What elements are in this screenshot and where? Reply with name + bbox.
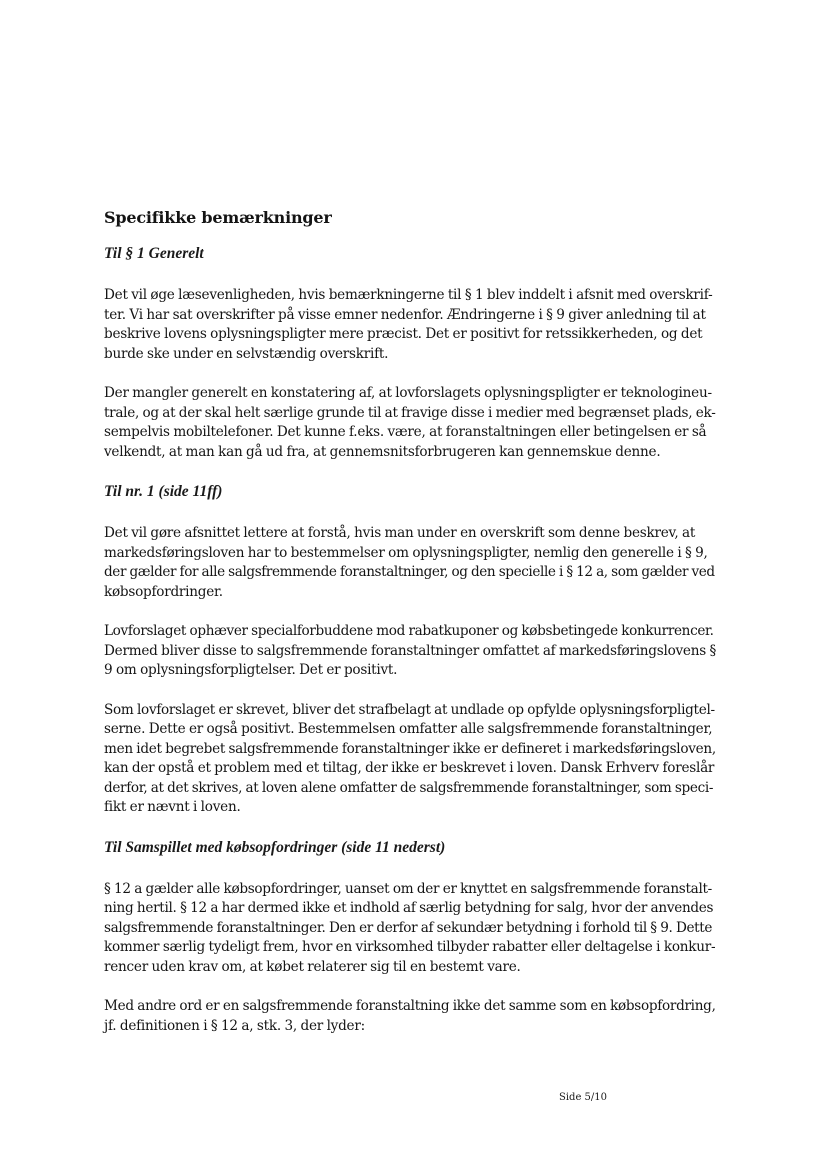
paragraph	[104, 701, 716, 818]
text-line: kommer særlig tydeligt frem, hvor en virksomhed tilbyder rabatter eller deltagelse i konkur-	[104, 939, 716, 955]
subheading-nr-1: Til nr. 1 (side 11ff)	[104, 483, 223, 500]
subheading-general: Til § 1 Generelt	[104, 245, 204, 262]
text-line: beskrive lovens oplysningspligter mere præcist. Det er positivt for retssikkerheden, og det	[104, 326, 703, 342]
text-line: fikt er nævnt i loven.	[104, 799, 241, 815]
text-line: § 12 a gælder alle købsopfordringer, uanset om der er knyttet en salgsfremmende foranstalt-	[104, 880, 712, 897]
text-line: trale, og at der skal helt særlige grunde til at fravige disse i medier med begrænset plads, ek-	[104, 404, 716, 421]
text-line: derfor, at det skrives, at loven alene omfatter de salgsfremmende foranstaltninger, som speci-	[104, 779, 714, 796]
text-line: Det vil gøre afsnittet lettere at forstå, hvis man under en overskrift som denne beskrev, at	[104, 525, 696, 541]
text-line: jf. definitionen i § 12 a, stk. 3, der lyder:	[104, 1017, 365, 1034]
section-nr-1	[104, 482, 716, 818]
text-line: Med andre ord er en salgsfremmende foranstaltning ikke det samme som en købsopfordring,	[104, 998, 716, 1014]
text-line: velkendt, at man kan gå ud fra, at gennemsnitsforbrugeren kan gennemskue denne.	[104, 443, 661, 460]
text-line: kan der opstå et problem med et tiltag, der ikke er beskrevet i loven. Dansk Erhverv foreslår	[104, 760, 715, 776]
text-line: rencer uden krav om, at købet relaterer sig til en bestemt vare.	[104, 958, 521, 975]
text-line: salgsfremmende foranstaltninger. Den er derfor af sekundær betydning i forhold til § 9. Dette	[104, 919, 713, 936]
text-line: burde ske under en selvstændig overskrift.	[104, 345, 389, 362]
text-line: sempelvis mobiltelefoner. Det kunne f.eks. være, at foranstaltningen eller betingelsen er så	[104, 424, 707, 440]
paragraph	[104, 286, 716, 364]
section-heading: Specifikke bemærkninger	[104, 208, 332, 227]
paragraph	[104, 384, 716, 462]
text-line: men idet begrebet salgsfremmende foranstaltninger ikke er defineret i markedsføringsloven,	[104, 740, 716, 757]
paragraph	[104, 524, 716, 602]
text-line: serne. Dette er også positivt. Bestemmelsen omfatter alle salgsfremmende foranstaltninger,	[104, 721, 713, 737]
text-line: Dermed bliver disse to salgsfremmende foranstaltninger omfattet af markedsføringslovens §	[104, 642, 717, 659]
text-line: ning hertil. § 12 a har dermed ikke et indhold af særlig betydning for salg, hvor der anvendes	[104, 900, 714, 916]
text-line: der gælder for alle salgsfremmende foranstaltninger, og den specielle i § 12 a, som gælder ved	[104, 564, 715, 580]
text-line: markedsføringsloven har to bestemmelser om oplysningspligter, nemlig den generelle i § 9,	[104, 544, 708, 561]
paragraph	[104, 880, 716, 978]
section-general	[104, 244, 716, 462]
subheading-samspillet: Til Samspillet med købsopfordringer (side 11 nederst)	[104, 838, 446, 856]
page-number: Side 5/10	[559, 1092, 608, 1103]
text-line: købsopfordringer.	[104, 583, 223, 600]
paragraph	[104, 997, 716, 1036]
text-line: ter. Vi har sat overskrifter på visse emner nedenfor. Ændringerne i § 9 giver anledning til at	[104, 306, 706, 323]
text-line: 9 om oplysningsforpligtelser. Det er positivt.	[104, 662, 398, 678]
text-line: Der mangler generelt en konstatering af, at lovforslagets oplysningspligter er teknologineu-	[104, 385, 712, 401]
paragraph	[104, 622, 716, 681]
text-line: Det vil øge læsevenligheden, hvis bemærkningerne til § 1 blev inddelt i afsnit med overskrif-	[104, 287, 713, 303]
text-line: Som lovforslaget er skrevet, bliver det strafbelagt at undlade op opfylde oplysningsforpligtel-	[104, 701, 715, 718]
section-samspillet	[104, 838, 716, 1037]
text-line: Lovforslaget ophæver specialforbuddene mod rabatkuponer og købsbetingede konkurrencer.	[104, 623, 714, 639]
document-body	[104, 208, 716, 1056]
